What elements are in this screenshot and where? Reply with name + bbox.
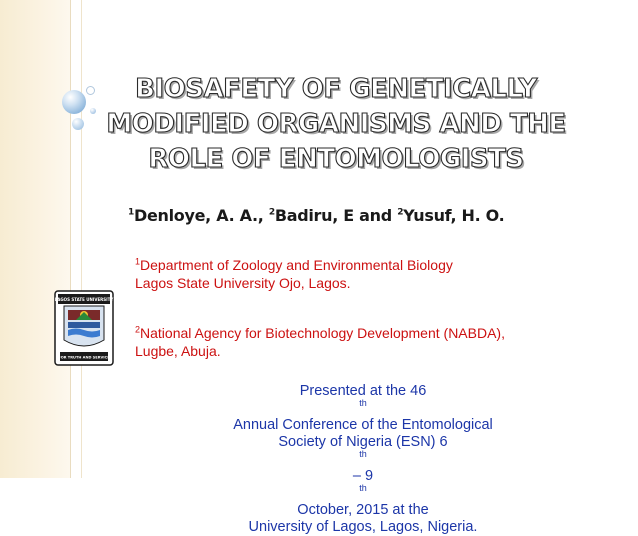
logo-top-text: LAGOS STATE UNIVERSITY: [54, 297, 114, 302]
decorative-bubble-small: [72, 118, 84, 130]
affiliation1-line-2: Lagos State University Ojo, Lagos.: [135, 275, 351, 291]
affiliation-1: [135, 256, 453, 292]
presentation-line1-sup: th: [359, 398, 367, 409]
author2-superscript: 2: [268, 207, 275, 218]
presentation-line2-sup1: th: [359, 449, 367, 460]
title-line-1: BIOSAFETY OF GENETICALLY: [135, 74, 537, 104]
title-line-3: ROLE OF ENTOMOLOGISTS: [148, 144, 524, 174]
presentation-line-3: University of Lagos, Lagos, Nigeria.: [248, 519, 478, 535]
band-divider-line: [70, 0, 71, 478]
slide-title: [86, 72, 586, 177]
author3-superscript: 2: [397, 207, 404, 218]
university-logo: [54, 290, 114, 366]
authors-line: [128, 206, 504, 225]
presentation-info: [128, 383, 598, 536]
presentation-line1-b: Annual Conference of the Entomological: [233, 417, 493, 433]
author2-name: Badiru, E and: [274, 206, 398, 225]
presentation-line2-c: October, 2015 at the: [297, 502, 429, 518]
band-divider-line-inner: [81, 0, 82, 478]
presentation-line2-sup2: th: [359, 483, 367, 494]
affiliation-2: [135, 324, 505, 360]
affiliation1-line-1: Department of Zoology and Environmental Biology: [140, 257, 453, 273]
affiliation2-line-1: National Agency for Biotechnology Development (NABDA),: [140, 325, 505, 341]
logo-bottom-text: FOR TRUTH AND SERVICE: [58, 355, 110, 360]
presentation-line2-a: Society of Nigeria (ESN) 6: [278, 434, 448, 450]
author1-superscript: 1: [128, 207, 134, 218]
affiliation1-superscript: 1: [135, 256, 141, 267]
author1-name: Denloye, A. A.,: [133, 206, 269, 225]
left-decorative-band: [0, 0, 70, 478]
title-line-2: MODIFIED ORGANISMS AND THE: [106, 109, 566, 139]
presentation-line1-a: Presented at the 46: [299, 383, 427, 399]
affiliation2-line-2: Lugbe, Abuja.: [135, 343, 221, 359]
presentation-line2-b: – 9: [352, 468, 374, 484]
author3-name: Yusuf, H. O.: [403, 206, 505, 225]
decorative-bubble-large: [62, 90, 86, 114]
affiliation2-superscript: 2: [135, 324, 141, 335]
